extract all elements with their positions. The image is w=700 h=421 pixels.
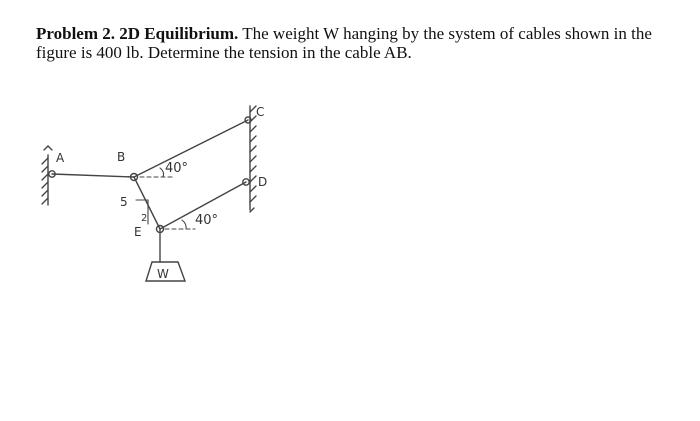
label-A: A [56, 151, 65, 165]
cable-BC [134, 120, 248, 177]
label-angle-upper: 40° [165, 161, 189, 176]
label-E: E [134, 225, 142, 239]
label-slope-5: 5 [120, 195, 128, 209]
angle-arc-upper [160, 168, 164, 177]
wall-support-left [42, 146, 52, 205]
label-B: B [117, 150, 126, 164]
label-W: W [157, 267, 169, 281]
cable-AB [52, 174, 134, 177]
label-angle-lower: 40° [195, 213, 219, 228]
label-D: D [258, 175, 268, 189]
angle-arc-lower [182, 220, 186, 229]
label-C: C [256, 105, 265, 119]
label-slope-2: 2 [141, 213, 148, 224]
problem-text: The weight W hanging by the system of cables shown in the figure is 400 lb. Determine the tension in the cable AB. [36, 24, 652, 62]
problem-heading: Problem 2. 2D Equilibrium. [36, 24, 239, 43]
